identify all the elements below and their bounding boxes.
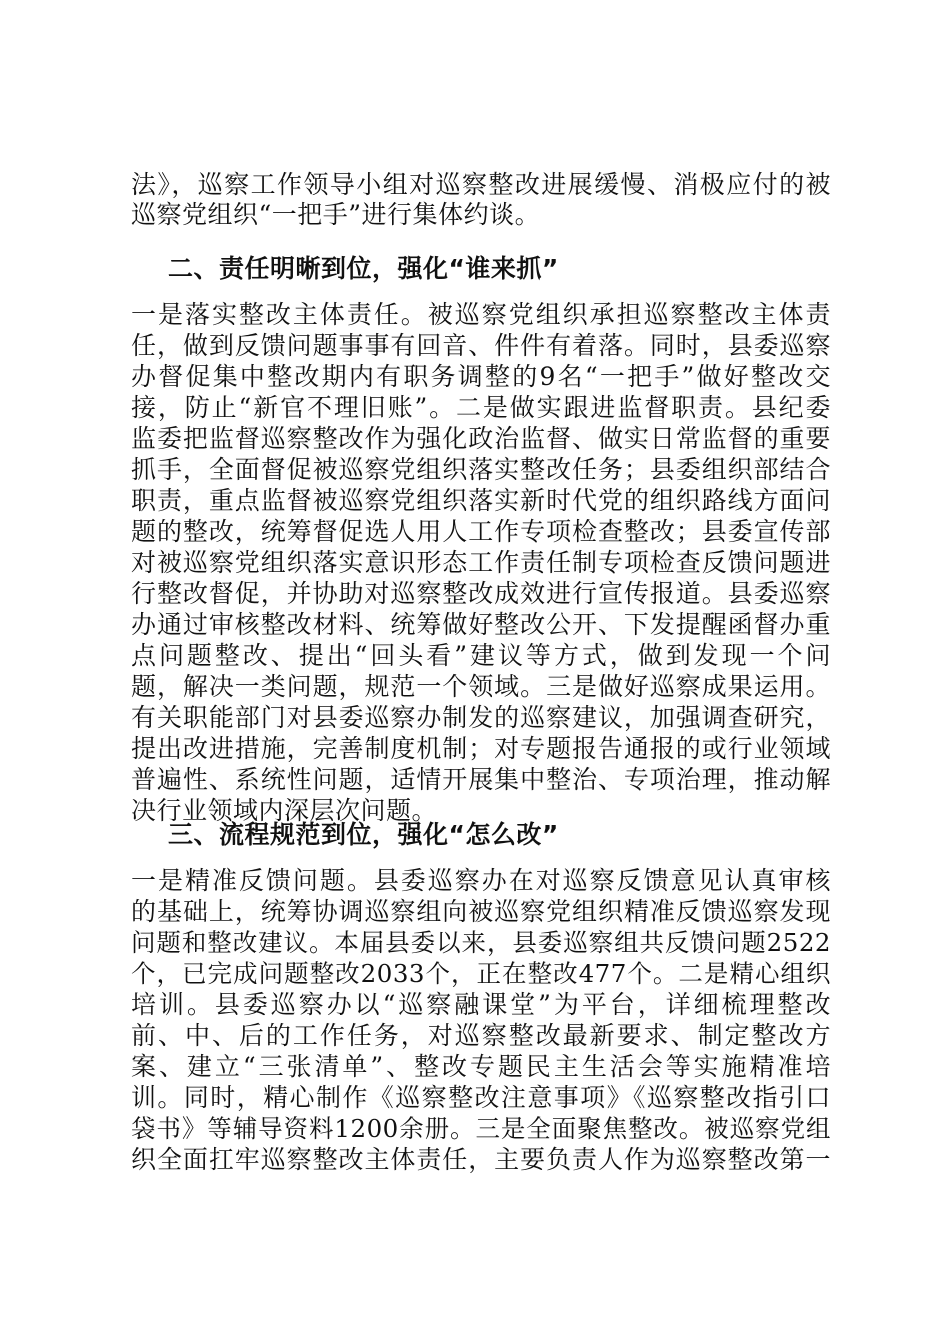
paragraph-line: 任，做到反馈问题事事有回音、件件有着落。同时，县委巡察 [131, 331, 831, 360]
paragraph-line: 一是精准反馈问题。县委巡察办在对巡察反馈意见认真审核 [131, 866, 831, 895]
paragraph-line: 一是落实整改主体责任。被巡察党组织承担巡察整改主体责 [131, 300, 831, 329]
paragraph-line: 训。同时，精心制作《巡察整改注意事项》《巡察整改指引口 [131, 1083, 831, 1112]
paragraph-line: 袋书》等辅导资料1200余册。三是全面聚焦整改。被巡察党组 [131, 1114, 831, 1143]
paragraph-line: 个，已完成问题整改2033个，正在整改477个。二是精心组织 [131, 959, 831, 988]
paragraph-line: 行整改督促，并协助对巡察整改成效进行宣传报道。县委巡察 [131, 579, 831, 608]
paragraph-line: 点问题整改、提出“回头看”建议等方式，做到发现一个问 [131, 641, 831, 670]
section-heading: 三、流程规范到位，强化“怎么改” [168, 820, 559, 849]
paragraph-line: 办通过审核整改材料、统筹做好整改公开、下发提醒函督办重 [131, 610, 831, 639]
paragraph-line: 接，防止“新官不理旧账”。二是做实跟进监督职责。县纪委 [131, 393, 831, 422]
paragraph-line: 织全面扛牢巡察整改主体责任，主要负责人作为巡察整改第一 [131, 1145, 831, 1174]
section-heading: 二、责任明晰到位，强化“谁来抓” [168, 254, 559, 283]
paragraph-line: 职责，重点监督被巡察党组织落实新时代党的组织路线方面问 [131, 486, 831, 515]
intro-line: 巡察党组织“一把手”进行集体约谈。 [131, 200, 541, 229]
paragraph-line: 有关职能部门对县委巡察办制发的巡察建议，加强调查研究， [131, 703, 831, 732]
paragraph-line: 问题和整改建议。本届县委以来，县委巡察组共反馈问题2522 [131, 928, 831, 957]
paragraph-line: 办督促集中整改期内有职务调整的9名“一把手”做好整改交 [131, 362, 831, 391]
paragraph-line: 提出改进措施，完善制度机制；对专题报告通报的或行业领域 [131, 734, 831, 763]
paragraph-line: 普遍性、系统性问题，适情开展集中整治、专项治理，推动解 [131, 765, 831, 794]
paragraph-line: 培训。县委巡察办以“巡察融课堂”为平台，详细梳理整改 [131, 990, 831, 1019]
paragraph-line: 抓手，全面督促被巡察党组织落实整改任务；县委组织部结合 [131, 455, 831, 484]
intro-line: 法》，巡察工作领导小组对巡察整改进展缓慢、消极应付的被 [131, 170, 831, 199]
paragraph-line: 监委把监督巡察整改作为强化政治监督、做实日常监督的重要 [131, 424, 831, 453]
paragraph-line: 对被巡察党组织落实意识形态工作责任制专项检查反馈问题进 [131, 548, 831, 577]
paragraph-line: 题，解决一类问题，规范一个领域。三是做好巡察成果运用。 [131, 672, 831, 701]
paragraph-line: 前、中、后的工作任务，对巡察整改最新要求、制定整改方 [131, 1021, 831, 1050]
paragraph-line: 决行业领域内深层次问题。 [131, 796, 438, 825]
paragraph-line: 题的整改，统筹督促选人用人工作专项检查整改；县委宣传部 [131, 517, 831, 546]
paragraph-line: 案、建立“三张清单”、整改专题民主生活会等实施精准培 [131, 1052, 831, 1081]
paragraph-line: 的基础上，统筹协调巡察组向被巡察党组织精准反馈巡察发现 [131, 897, 831, 926]
